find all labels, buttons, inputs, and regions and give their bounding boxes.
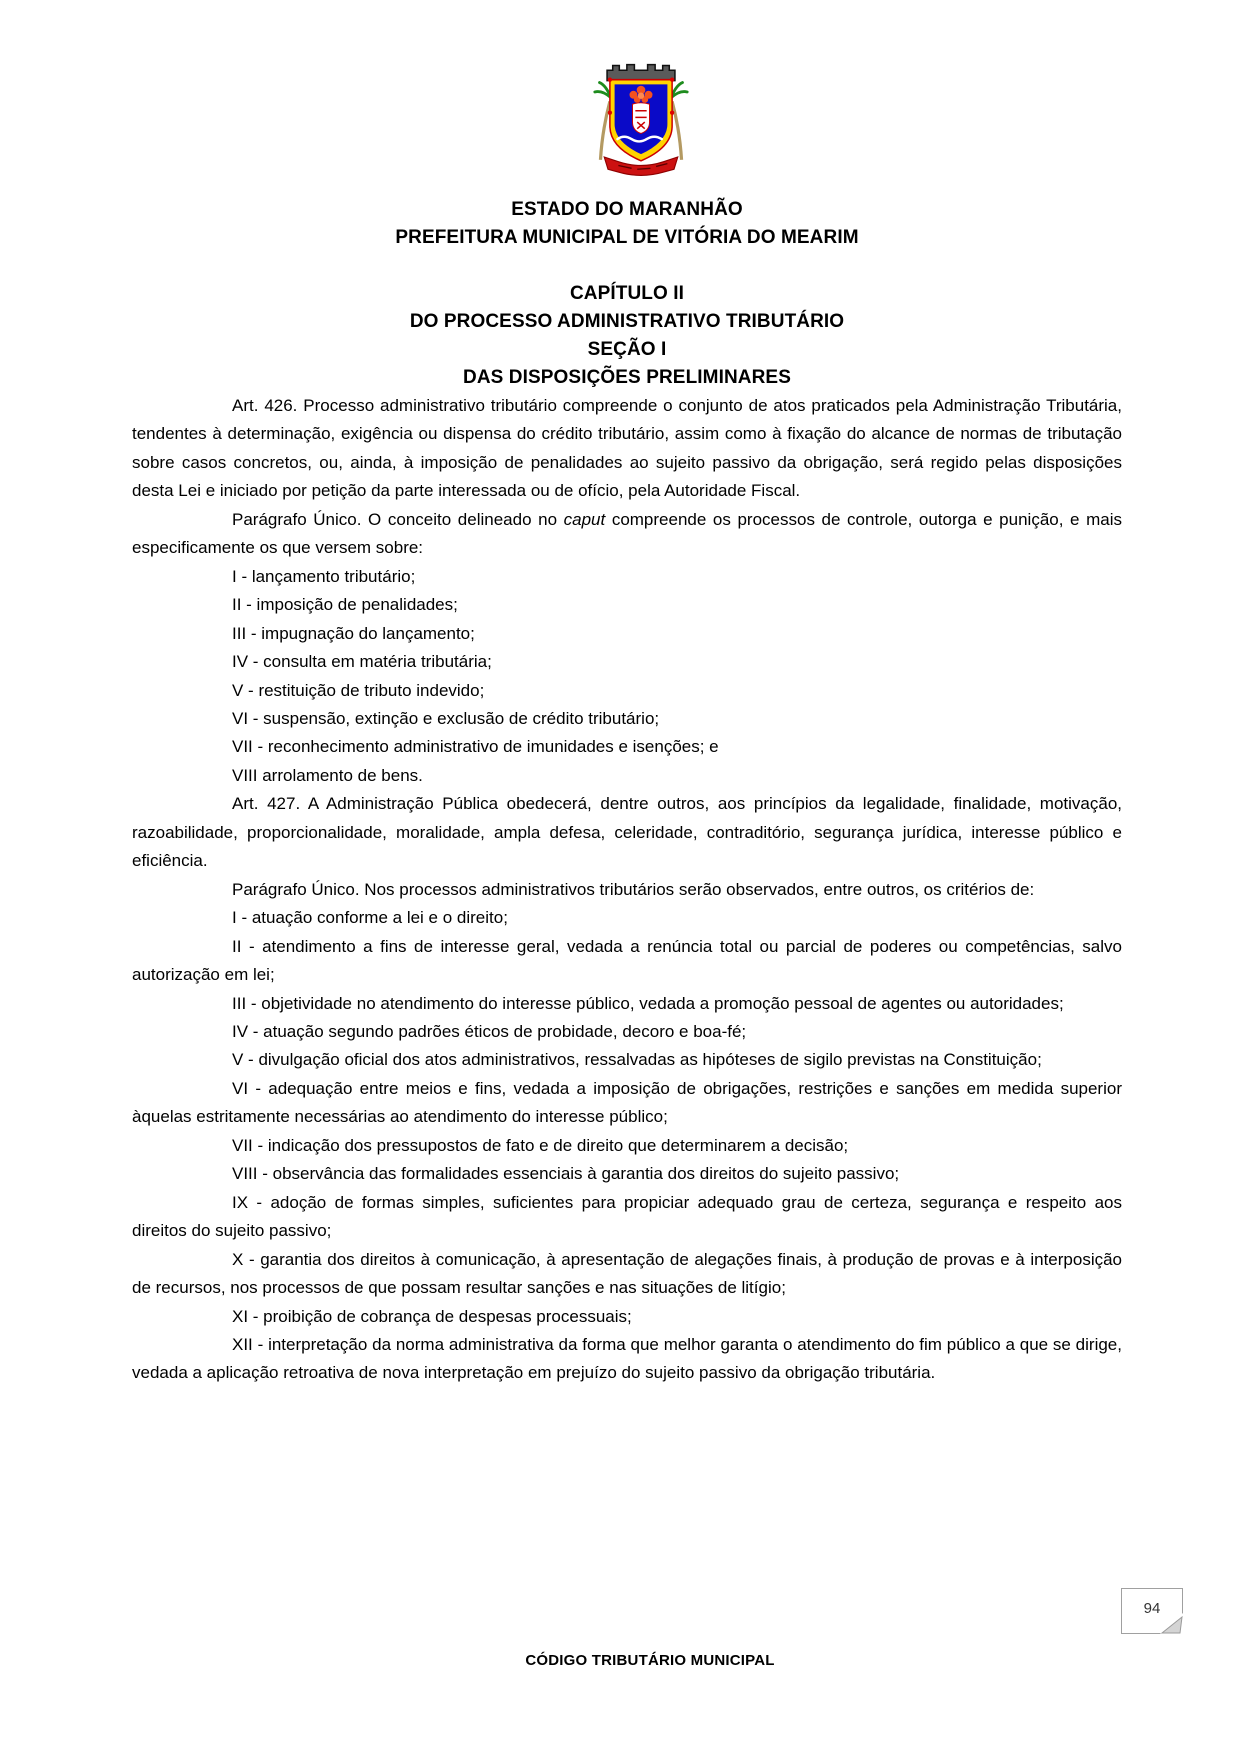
section-title: DAS DISPOSIÇÕES PRELIMINARES <box>463 367 791 388</box>
list-item: VI - suspensão, extinção e exclusão de crédito tributário; <box>232 708 660 728</box>
caput-italic-term: caput <box>563 509 606 529</box>
list-item: I - lançamento tributário; <box>232 566 416 586</box>
list-item: X - garantia dos direitos à comunicação, à apresentação de alegações finais, à produção de provas e à interposição de recursos, nos processos de que possam resultar sanções e nas situações de litígio; <box>132 1249 1122 1298</box>
mural-crown-icon <box>607 65 675 81</box>
list-item: VIII arrolamento de bens. <box>232 765 423 785</box>
article-427-paragraph: Art. 427. A Administração Pública obedecerá, dentre outros, aos princípios da legalidade, finalidade, motivação, razoabilidade, proporcionalidade, moralidade, ampla defesa, celeridade, contraditório, segurança jurídica, interesse público e eficiência. <box>132 794 1122 871</box>
article-426-paragraph: Art. 426. Processo administrativo tributário compreende o conjunto de atos praticados pela Administração Tributária, tendentes à determinação, exigência ou dispensa do crédito tributário, assim como à fixação do alcance de normas de tributação sobre casos concretos, ou, ainda, à imposição de penalidades ao sujeito passivo da obrigação, será regido pelas disposições desta Lei e iniciado por petição da parte interessada ou de ofício, pela Autoridade Fiscal. <box>132 396 1122 501</box>
chapter-title: DO PROCESSO ADMINISTRATIVO TRIBUTÁRIO <box>409 311 845 332</box>
sole-paragraph-text-before: Parágrafo Único. O conceito delineado no <box>232 509 564 529</box>
sole-paragraph-text-after: compreende os processos de controle, outorga e punição, e mais especificamente os que versem sobre: <box>132 509 1122 558</box>
list-item: VIII - observância das formalidades essenciais à garantia dos direitos do sujeito passivo; <box>232 1164 900 1184</box>
list-item: IX - adoção de formas simples, suficientes para propiciar adequado grau de certeza, segurança e respeito aos direitos do sujeito passivo; <box>132 1192 1122 1241</box>
list-item: VII - reconhecimento administrativo de imunidades e isenções; e <box>232 737 719 757</box>
page-headings <box>132 196 1122 392</box>
list-item: IV - consulta em matéria tributária; <box>232 652 492 672</box>
article-text <box>132 392 1122 1388</box>
list-item: VII - indicação dos pressupostos de fato e de direito que determinarem a decisão; <box>232 1135 849 1155</box>
list-item: XI - proibição de cobrança de despesas processuais; <box>232 1306 632 1326</box>
list-item: VI - adequação entre meios e fins, vedada a imposição de obrigações, restrições e sanções em medida superior àquelas estritamente necessárias ao atendimento do interesse público; <box>132 1078 1122 1127</box>
article-427-sole-paragraph: Parágrafo Único. Nos processos administrativos tributários serão observados, entre outros, os critérios de: <box>232 879 1035 899</box>
state-title: ESTADO DO MARANHÃO <box>511 199 743 220</box>
footer-document-title: CÓDIGO TRIBUTÁRIO MUNICIPAL <box>525 1652 775 1669</box>
folded-corner-icon <box>1158 1611 1184 1635</box>
inner-emblem-icon <box>633 103 650 134</box>
list-item: IV - atuação segundo padrões éticos de probidade, decoro e boa-fé; <box>232 1021 747 1041</box>
article-426-sole-paragraph <box>132 506 1122 563</box>
page-number-box <box>1121 1588 1183 1634</box>
shield-icon <box>608 78 675 161</box>
list-item: III - objetividade no atendimento do interesse público, vedada a promoção pessoal de agentes ou autoridades; <box>232 993 1064 1013</box>
list-item: II - imposição de penalidades; <box>232 595 458 615</box>
list-item: V - divulgação oficial dos atos administrativos, ressalvadas as hipóteses de sigilo previstas na Constituição; <box>232 1050 1042 1070</box>
list-item: III - impugnação do lançamento; <box>232 623 475 643</box>
list-item: XII - interpretação da norma administrativa da forma que melhor garanta o atendimento do fim público a que se dirige, vedada a aplicação retroativa de nova interpretação em prejuízo do sujeito passivo da obrigação tributária. <box>132 1334 1122 1383</box>
section-label: SEÇÃO I <box>587 339 667 360</box>
list-item: II - atendimento a fins de interesse geral, vedada a renúncia total ou parcial de poderes ou competências, salvo autorização em lei; <box>132 936 1122 985</box>
chapter-label: CAPÍTULO II <box>569 283 685 304</box>
list-item: V - restituição de tributo indevido; <box>232 680 485 700</box>
coat-of-arms-icon <box>575 58 707 190</box>
spacer <box>132 252 1122 280</box>
page-number: 94 <box>1143 1599 1161 1617</box>
list-item: I - atuação conforme a lei e o direito; <box>232 908 508 928</box>
municipality-title: PREFEITURA MUNICIPAL DE VITÓRIA DO MEARIM <box>395 227 859 248</box>
